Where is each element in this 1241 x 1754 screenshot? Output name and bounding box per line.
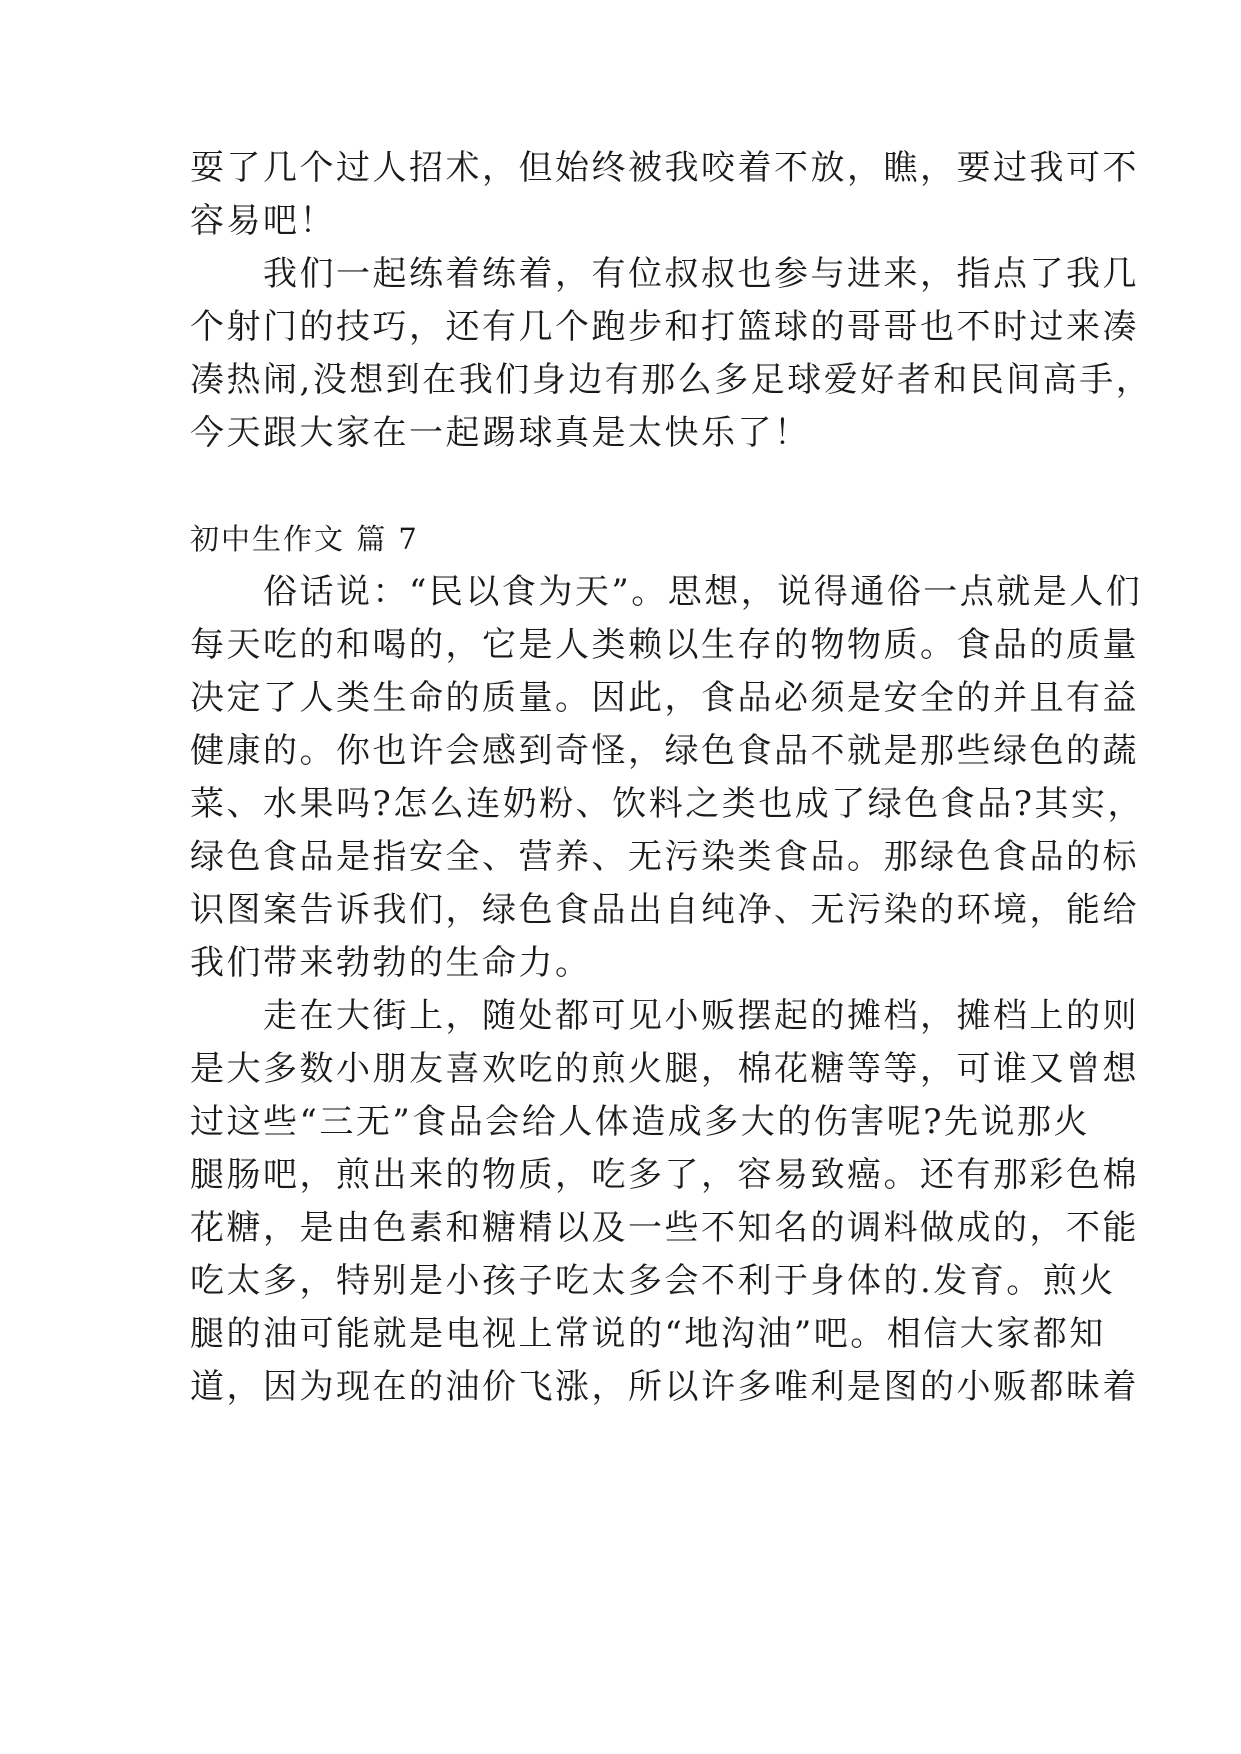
text-line: 腿的油可能就是电视上常说的“地沟油”吧。相信大家都知: [190, 1314, 1106, 1354]
text-line: 耍了几个过人招术，但始终被我咬着不放，瞧，要过我可不: [190, 148, 1139, 188]
text-line: 我们带来勃勃的生命力。: [190, 943, 592, 983]
text-line: 健康的。你也许会感到奇怪，绿色食品不就是那些绿色的蔬: [190, 731, 1139, 771]
text-line: 容易吧！: [190, 201, 336, 241]
text-line: 决定了人类生命的质量。因此，食品必须是安全的并且有益: [190, 678, 1139, 718]
text-line: 走在大街上，随处都可见小贩摆起的摊档，摊档上的则: [190, 996, 1139, 1036]
text-line: 过这些“三无”食品会给人体造成多大的伤害呢?先说那火: [190, 1102, 1090, 1142]
text-line: 是大多数小朋友喜欢吃的煎火腿，棉花糖等等，可谁又曾想: [190, 1049, 1139, 1089]
text-line: 今天跟大家在一起踢球真是太快乐了！: [190, 413, 811, 453]
text-line: 个射门的技巧，还有几个跑步和打篮球的哥哥也不时过来凑: [190, 307, 1139, 347]
text-line: 识图案告诉我们，绿色食品出自纯净、无污染的环境，能给: [190, 890, 1139, 930]
text-line: 凑热闹,没想到在我们身边有那么多足球爱好者和民间高手，: [190, 360, 1153, 400]
text-line: 道，因为现在的油价飞涨，所以许多唯利是图的小贩都昧着: [190, 1367, 1139, 1407]
essay-heading: 初中生作文 篇 7: [190, 522, 419, 556]
text-line: 每天吃的和喝的，它是人类赖以生存的物物质。食品的质量: [190, 625, 1139, 665]
text-line: 我们一起练着练着，有位叔叔也参与进来，指点了我几: [190, 254, 1139, 294]
text-line: 绿色食品是指安全、营养、无污染类食品。那绿色食品的标: [190, 837, 1139, 877]
text-line: 俗话说：“民以食为天”。思想，说得通俗一点就是人们: [190, 572, 1143, 612]
text-line: 腿肠吧，煎出来的物质，吃多了，容易致癌。还有那彩色棉: [190, 1155, 1139, 1195]
text-line: 吃太多，特别是小孩子吃太多会不利于身体的.发育。煎火: [190, 1261, 1116, 1301]
text-line: 菜、水果吗?怎么连奶粉、饮料之类也成了绿色食品?其实，: [190, 784, 1144, 824]
text-line: 花糖，是由色素和糖精以及一些不知名的调料做成的，不能: [190, 1208, 1139, 1248]
